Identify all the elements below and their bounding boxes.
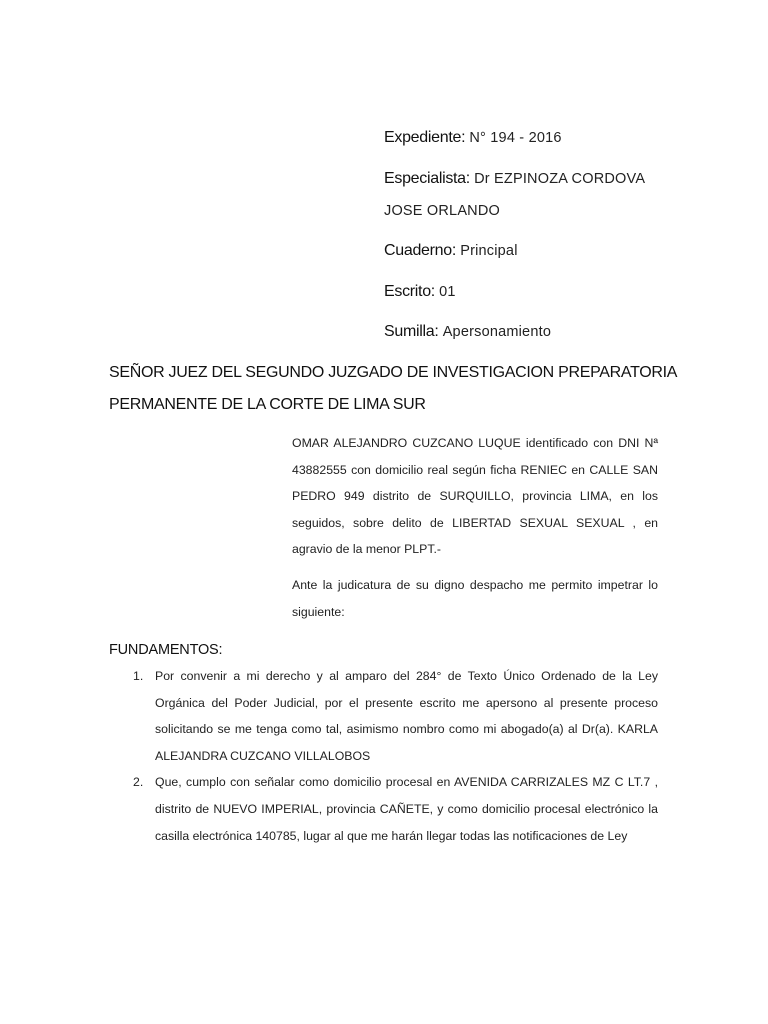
intro-paragraph-1: OMAR ALEJANDRO CUZCANO LUQUE identificado con DNI Nª 43882555 con domicilio real según ficha RENIEC en CALLE SAN PEDRO 949 distrito de SURQUILLO, provincia LIMA, en los seguidos, sobre delito de LIBERTAD SEXUAL SEXUAL , en agravio de la menor PLPT.- — [292, 436, 658, 557]
expediente-line — [384, 128, 562, 148]
list-item-number: 2. — [133, 775, 144, 790]
cuaderno-label: Cuaderno: — [384, 242, 457, 259]
list-item — [133, 769, 658, 849]
list-item-number: 1. — [133, 669, 144, 683]
cuaderno-value: Principal — [460, 243, 518, 259]
fundamentos-title: FUNDAMENTOS: — [109, 642, 223, 658]
intro-paragraph-2: Ante la judicatura de su digno despacho me permito impetrar lo siguiente: — [292, 577, 658, 619]
especialista-value: Dr EZPINOZA CORDOVA — [474, 171, 646, 187]
intro-block — [292, 430, 658, 625]
expediente-value: N° 194 - 2016 — [469, 130, 562, 146]
escrito-line — [384, 282, 456, 302]
list-item-text: Que, cumplo con señalar como domicilio procesal en AVENIDA CARRIZALES MZ C LT.7 , distrito de NUEVO IMPERIAL, provincia CAÑETE, y como domicilio procesal electrónico la casilla electrónica 140785, lugar al que me harán llegar todas las notificaciones de Ley — [155, 775, 658, 843]
especialista-line — [384, 169, 645, 189]
sumilla-value: Apersonamiento — [442, 324, 552, 340]
list-item — [133, 663, 658, 769]
sumilla-label: Sumilla: — [384, 323, 439, 340]
addressee-line-2: PERMANENTE DE LA CORTE DE LIMA SUR — [109, 396, 426, 413]
list-item-text: Por convenir a mi derecho y al amparo del 284° de Texto Único Ordenado de la Ley Orgánica del Poder Judicial, por el presente escrito me apersono al presente proceso solicitando se me tenga como tal, asimismo nombro como mi abogado(a) al Dr(a). KARLA ALEJANDRA CUZCANO VILLALOBOS — [155, 669, 658, 763]
escrito-label: Escrito: — [384, 283, 435, 300]
especialista-value-continued — [384, 201, 500, 221]
sumilla-line — [384, 322, 551, 342]
cuaderno-line — [384, 241, 518, 261]
especialista-value-cont: JOSE ORLANDO — [384, 203, 501, 219]
escrito-value: 01 — [439, 284, 456, 300]
especialista-label: Especialista: — [384, 170, 470, 187]
fundamentos-list — [133, 663, 658, 849]
expediente-label: Expediente: — [384, 129, 466, 146]
addressee-line-1: SEÑOR JUEZ DEL SEGUNDO JUZGADO DE INVESTIGACION PREPARATORIA — [109, 364, 678, 381]
